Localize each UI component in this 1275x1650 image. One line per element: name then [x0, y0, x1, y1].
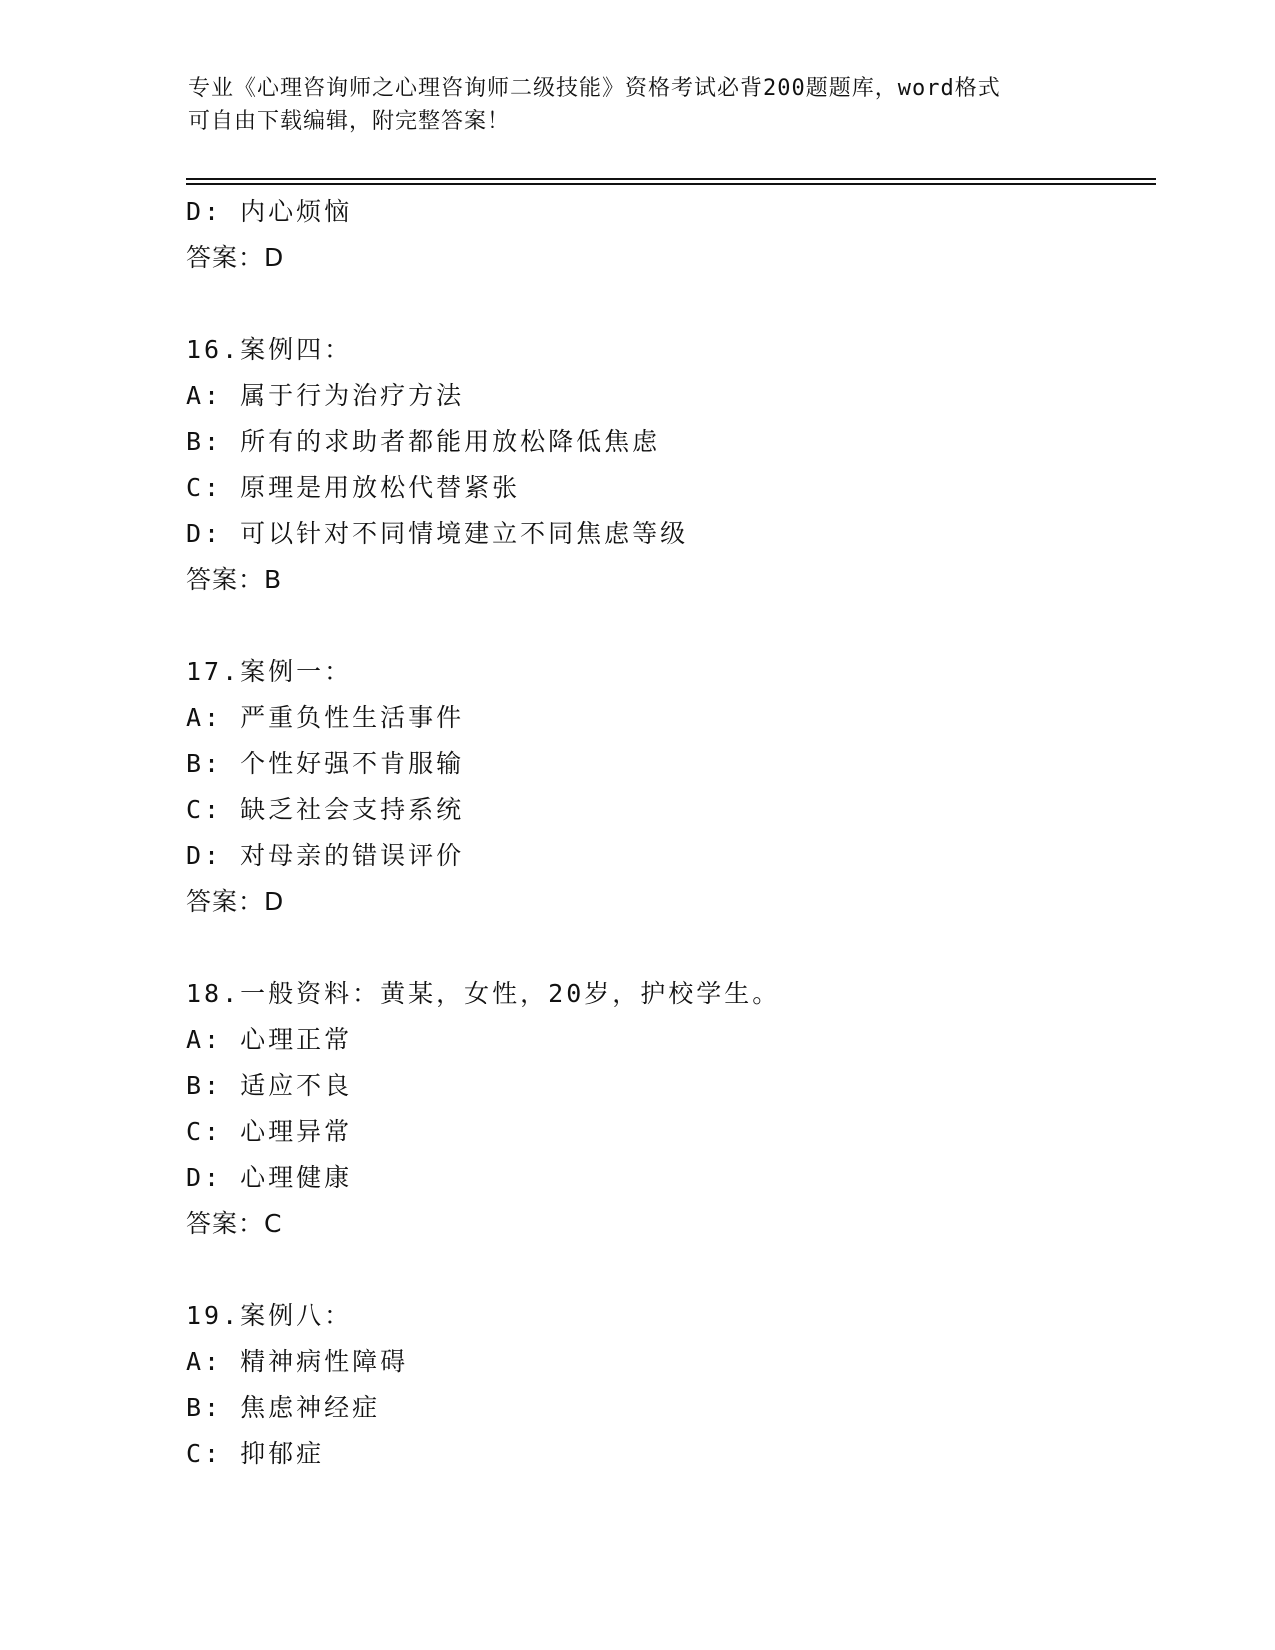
answer: 答案：C [186, 1209, 283, 1238]
option-d: D: 内心烦恼 [186, 197, 353, 226]
answer: 答案：D [186, 243, 285, 272]
option-b: B: 所有的求助者都能用放松降低焦虑 [186, 427, 661, 456]
header-line-2: 可自由下载编辑，附完整答案！ [188, 109, 511, 134]
header-divider-top [186, 178, 1156, 180]
page-header [188, 72, 1088, 138]
option-d: D: 心理健康 [186, 1163, 353, 1192]
question-list [186, 189, 1186, 1477]
spacer [186, 603, 1186, 649]
question-stem: 17.案例一： [186, 657, 353, 686]
option-a: A: 心理正常 [186, 1025, 353, 1054]
option-b: B: 个性好强不肯服输 [186, 749, 465, 778]
question-stem: 19.案例八： [186, 1301, 353, 1330]
option-a: A: 精神病性障碍 [186, 1347, 409, 1376]
spacer [186, 1247, 1186, 1293]
option-c: C: 心理异常 [186, 1117, 353, 1146]
option-c: C: 抑郁症 [186, 1439, 325, 1468]
answer: 答案：D [186, 887, 285, 916]
question-stem: 16.案例四： [186, 335, 353, 364]
option-c: C: 原理是用放松代替紧张 [186, 473, 521, 502]
answer: 答案：B [186, 565, 283, 594]
question-19 [186, 1293, 1186, 1477]
option-b: B: 焦虑神经症 [186, 1393, 381, 1422]
option-d: D: 可以针对不同情境建立不同焦虑等级 [186, 519, 689, 548]
question-stem: 18.一般资料：黄某，女性，20岁，护校学生。 [186, 979, 781, 1008]
option-c: C: 缺乏社会支持系统 [186, 795, 465, 824]
header-divider-bottom [186, 183, 1156, 185]
question-17 [186, 649, 1186, 925]
option-d: D: 对母亲的错误评价 [186, 841, 465, 870]
option-a: A: 属于行为治疗方法 [186, 381, 465, 410]
question-18 [186, 971, 1186, 1247]
spacer [186, 281, 1186, 327]
header-line-1: 专业《心理咨询师之心理咨询师二级技能》资格考试必背200题题库，word格式 [188, 76, 1001, 101]
option-b: B: 适应不良 [186, 1071, 353, 1100]
question-16 [186, 327, 1186, 603]
spacer [186, 925, 1186, 971]
option-a: A: 严重负性生活事件 [186, 703, 465, 732]
